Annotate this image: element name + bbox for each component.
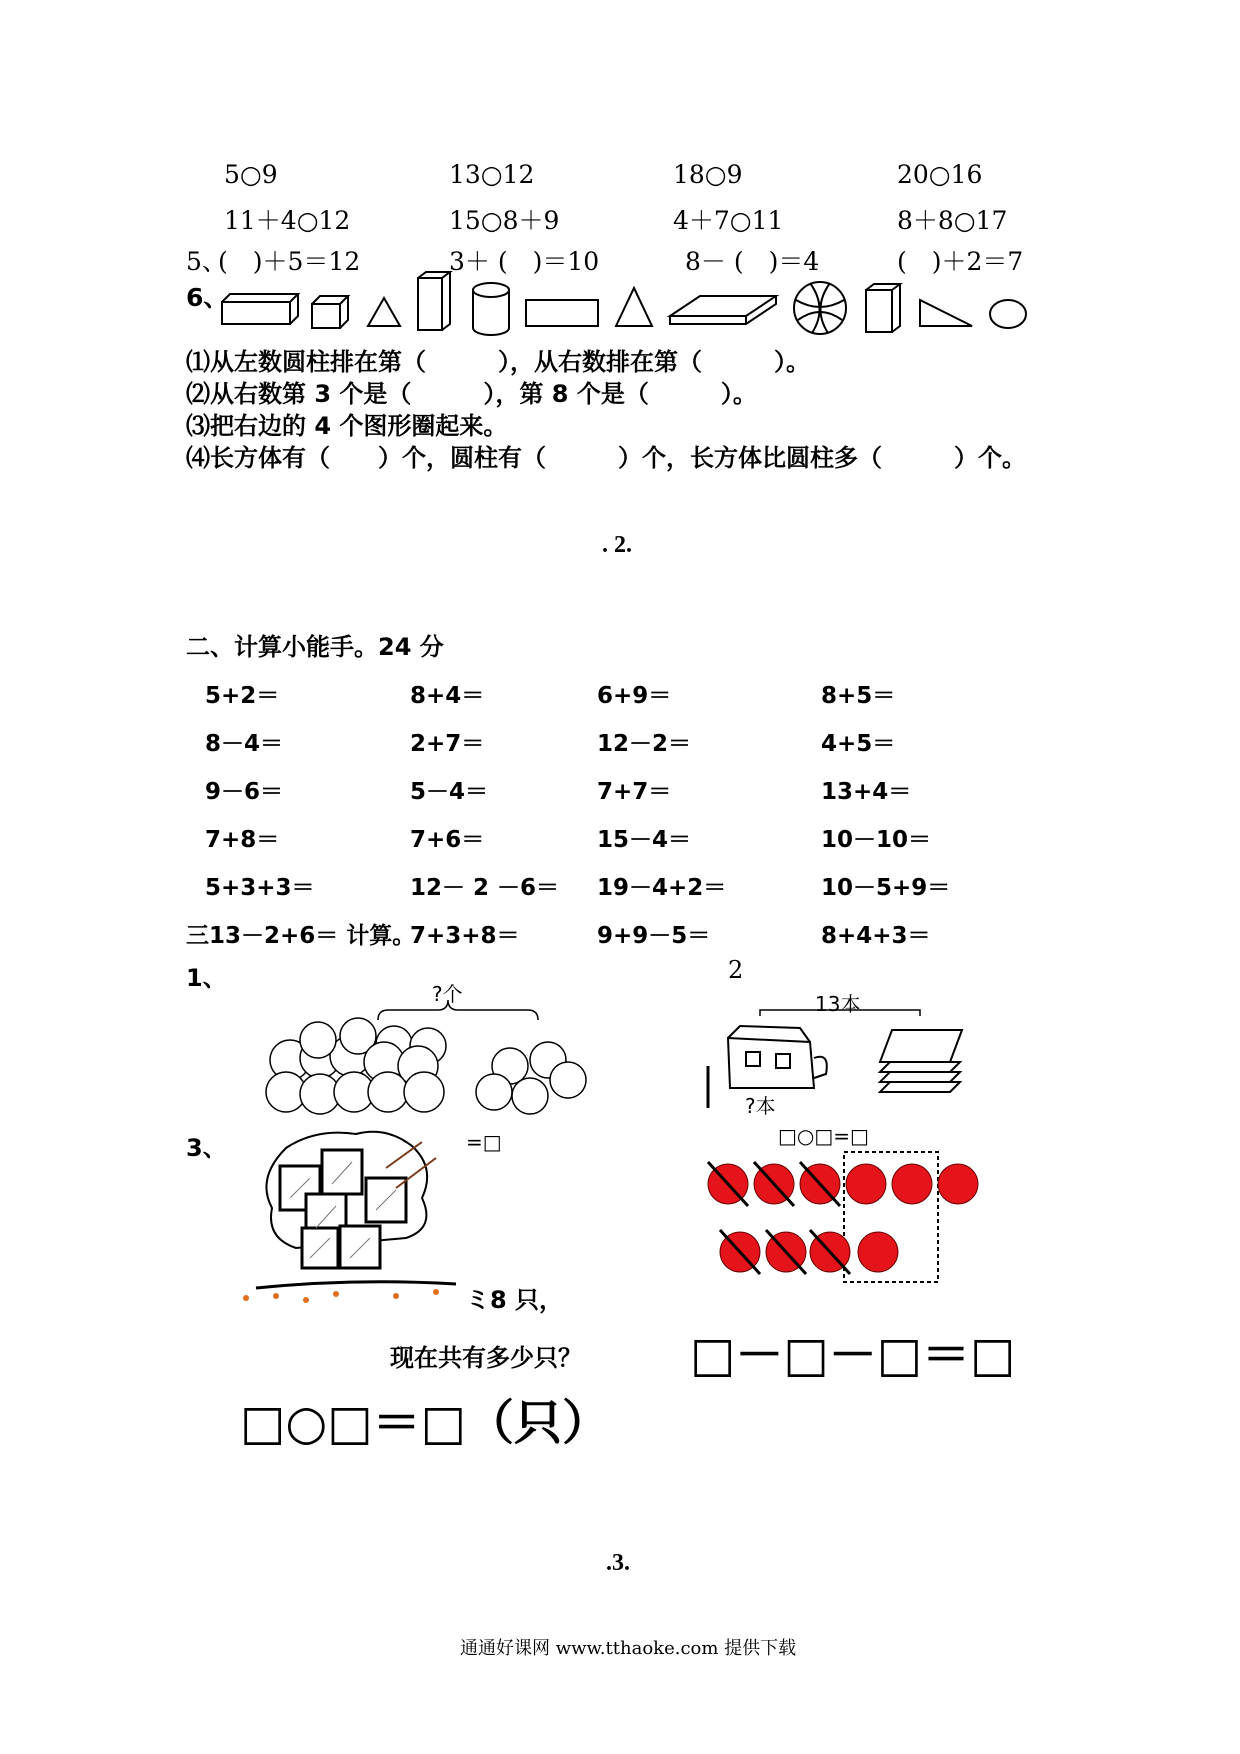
bird-tree-illustration [236, 1128, 476, 1308]
rectangle-icon [526, 300, 598, 326]
cylinder-icon [473, 283, 509, 335]
compare-item: 4＋7○11 [673, 206, 784, 235]
triangle-icon [616, 288, 652, 326]
equation-template: □○□=□ [778, 1124, 869, 1148]
question-6-label: 6、 [186, 283, 229, 312]
shapes-row [0, 270, 1240, 330]
brace-label: ?个 [432, 982, 463, 1006]
problem-4-answer: □－□－□＝□ [690, 1327, 1016, 1383]
calc-item: 2+7＝ [410, 731, 485, 757]
fill-blank-item: 3＋ ( )＝10 [449, 247, 600, 276]
calc-item: 8－4＝ [205, 731, 284, 757]
calc-item: 7+8＝ [205, 827, 280, 853]
compare-item: 11＋4○12 [224, 206, 351, 235]
calc-item: 10－5+9＝ [821, 875, 951, 901]
calc-item: 7+7＝ [597, 779, 672, 805]
calc-item: 7+6＝ [410, 827, 485, 853]
right-triangle-icon [920, 300, 972, 326]
calc-item: 6+9＝ [597, 683, 672, 709]
books-illustration [700, 1008, 980, 1118]
sub-question: ⑶把右边的 4 个图形圈起来。 [186, 412, 508, 440]
unknown-label: ?本 [745, 1094, 776, 1118]
problem-3-label: 3、 [186, 1134, 227, 1162]
problem-2-label: 2 [728, 956, 744, 984]
problem-3-answer: □○□＝□（只） [240, 1395, 610, 1451]
ellipse-icon [990, 300, 1026, 328]
cuboid-flat-icon [222, 294, 298, 324]
calc-item: 三13－2+6＝ 计算。 [186, 923, 416, 949]
compare-item: 15○8＋9 [449, 206, 560, 235]
sub-question: ⑴从左数圆柱排在第（ ），从右数排在第（ ）。 [186, 348, 810, 376]
cube-icon [312, 296, 348, 328]
calc-item: 7+3+8＝ [410, 923, 520, 949]
calc-item: 5+3+3＝ [205, 875, 315, 901]
calc-item: 15－4＝ [597, 827, 692, 853]
flat-slab-icon [670, 296, 776, 324]
compare-item: 20○16 [897, 160, 983, 189]
fill-blank-item: ( )＋5＝12 [218, 247, 361, 276]
calc-item: 8+4＝ [410, 683, 485, 709]
compare-item: 5○9 [224, 160, 278, 189]
compare-item: 18○9 [673, 160, 743, 189]
ball-icon [794, 282, 846, 334]
calc-item: 10－10＝ [821, 827, 932, 853]
problem-3-question: 现在共有多少只？ [390, 1344, 582, 1372]
sub-question: ⑷长方体有（ ）个，圆柱有（ ）个，长方体比圆柱多（ ）个。 [186, 444, 1026, 472]
fill-blank-item: ( )＋2＝7 [897, 247, 1024, 276]
page-number: .3. [606, 1550, 630, 1576]
calc-item: 9－6＝ [205, 779, 284, 805]
apples-illustration [258, 1000, 598, 1140]
calc-item: 8+5＝ [821, 683, 896, 709]
book-stack-icon [880, 1030, 962, 1092]
tall-cuboid-icon [418, 272, 450, 330]
calc-item: 8+4+3＝ [821, 923, 931, 949]
calc-item: 5+2＝ [205, 683, 280, 709]
tall-cuboid-icon [866, 284, 900, 332]
compare-item: 13○12 [449, 160, 535, 189]
calc-item: 12－2＝ [597, 731, 692, 757]
section-title: 二、计算小能手。24 分 [186, 633, 444, 661]
fill-blank-item: 8－ ( )＝4 [685, 247, 820, 276]
calc-item: 4+5＝ [821, 731, 896, 757]
calc-item: 9+9－5＝ [597, 923, 711, 949]
triangle-icon [368, 298, 400, 326]
question-5-label: 5、 [186, 247, 227, 276]
sub-question: ⑵从右数第 3 个是（ ），第 8 个是（ ）。 [186, 380, 757, 408]
calc-item: 5－4＝ [410, 779, 489, 805]
calc-item: 12－ 2 －6＝ [410, 875, 560, 901]
calc-item: 19－4+2＝ [597, 875, 727, 901]
brace-label: 13本 [815, 992, 861, 1016]
bag-icon [728, 1026, 827, 1088]
problem-3-text: ミ8 只， [466, 1286, 564, 1314]
equation-fragment: =□ [466, 1130, 502, 1154]
footer-credit: 通通好课网 www.tthaoke.com 提供下载 [460, 1638, 797, 1659]
red-apples-illustration [700, 1148, 980, 1288]
calc-item: 13+4＝ [821, 779, 912, 805]
problem-1-label: 1、 [186, 964, 227, 992]
page-number: . 2. [602, 532, 632, 558]
compare-item: 8＋8○17 [897, 206, 1008, 235]
